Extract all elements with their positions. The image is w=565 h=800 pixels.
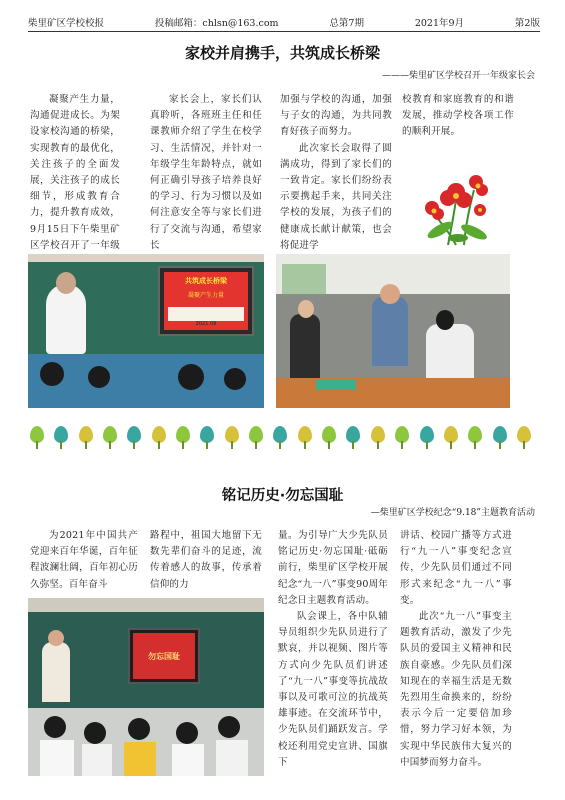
screen-date: 2021.09 [195, 321, 217, 327]
leaf-icon [247, 426, 265, 450]
leaf-icon [442, 426, 460, 450]
leaf-icon [77, 426, 95, 450]
article2-column-3: 量。为引导广大少先队员铭记历史·勿忘国耻·砥砺前行，柴里矿区学校开展纪念“九一八”事变90周年纪念日主题教育活动。 队会课上，各中队辅导员组织少先队员进行了默哀，并以视频、图片等方式向少先队员们讲述了“九一八”事变等抗战故事以及可歌可泣的抗战英雄事迹。在交流环节中，少先队员们踊跃发言。学校还利用党史宣讲、国旗下 [278, 530, 388, 768]
leaf-divider [28, 424, 533, 452]
screen-banner: 勿忘国耻 [148, 651, 180, 661]
leaf-icon [223, 426, 241, 450]
article2-title: 铭记历史·勿忘国耻 [221, 488, 344, 504]
page-number: 第2版 [514, 17, 540, 29]
leaf-icon [271, 426, 289, 450]
article1-column-2: 家长会上，家长们认真聆听，各班班主任和任课教师介绍了学生在校学习、生活情况，并针对一年级学生年龄特点，就如何正确引导孩子培养良好的学习、行为习惯以及如何注意安全等与家长们进行了交流与沟通，希望家长 [150, 94, 262, 251]
leaf-icon [52, 426, 70, 450]
leaf-icon [198, 426, 216, 450]
parent-meeting-photo-2 [276, 254, 510, 408]
article2-column-4: 讲话、校园广播等方式进行“九一八”事变纪念宣传，少先队员们通过不同形式来纪念“九一八”事变。 此次“九一八”事变主题教育活动，激发了少先队员的爱国主义精神和民族自豪感。少先队员们深知现在的幸福生活是无数先烈用生命换来的，纷纷表示今后一定要倍加珍惜，努力学习好本领，为实现中华民族伟大复兴的中国梦而努力奋斗。 [400, 530, 512, 768]
issue-number: 总第7期 [329, 17, 364, 29]
flower-decoration-icon [418, 160, 498, 250]
leaf-icon [28, 426, 46, 450]
leaf-icon [393, 426, 411, 450]
article1-column-3: 加强与学校的沟通，加强与子女的沟通，为共同教育好孩子而努力。 此次家长会取得了圆满成功，得到了家长们的一致肯定。家长们纷纷表示要携起手来，共同关注学校的发展，为孩子们的健康成长献计献策，也会将促进学 [280, 94, 392, 251]
newspaper-name: 柴里矿区学校校报 [28, 17, 105, 29]
leaf-icon [344, 426, 362, 450]
article1-column-1: 凝聚产生力量，沟通促进成长。为架设家校沟通的桥梁，实现教育的最优化，关注孩子的全面发展，关注孩子的成长细节，形成教育合力，提升教育成效，9月15日下午柴里矿区学校召开了一年级 [30, 94, 120, 251]
article2-column-2: 路程中，祖国大地留下无数先辈们奋斗的足迹，流传着感人的故事，传承着信仰的力 [150, 530, 262, 590]
memorial-class-photo [28, 598, 264, 776]
leaf-icon [491, 426, 509, 450]
article1-column-4: 校教育和家庭教育的和谐发展，推动学校各项工作的顺利开展。 [402, 94, 514, 138]
screen-title: 共筑成长桥梁 [185, 277, 227, 285]
leaf-icon [320, 426, 338, 450]
screen-line: 凝聚产生力量 [187, 292, 224, 299]
article1-byline: ———柴里矿区学校召开一年级家长会 [381, 71, 535, 81]
leaf-icon [125, 426, 143, 450]
leaf-icon [369, 426, 387, 450]
article2-column-1: 为2021年中国共产党迎来百年华诞，百年征程波澜壮阔，百年初心历久弥坚。百年奋斗 [30, 530, 138, 590]
leaf-icon [418, 426, 436, 450]
leaf-icon [296, 426, 314, 450]
page-header [28, 14, 540, 32]
issue-date: 2021年9月 [414, 17, 465, 29]
parent-meeting-photo-1 [28, 254, 264, 408]
article2-byline: —柴里矿区学校纪念“9.18”主题教育活动 [370, 508, 535, 518]
submission-email: 投稿邮箱：chlsn@163.com [154, 17, 279, 29]
leaf-icon [174, 426, 192, 450]
leaf-icon [515, 426, 533, 450]
leaf-icon [101, 426, 119, 450]
leaf-icon [150, 426, 168, 450]
article1-title: 家校并肩携手，共筑成长桥梁 [184, 44, 380, 62]
leaf-icon [466, 426, 484, 450]
